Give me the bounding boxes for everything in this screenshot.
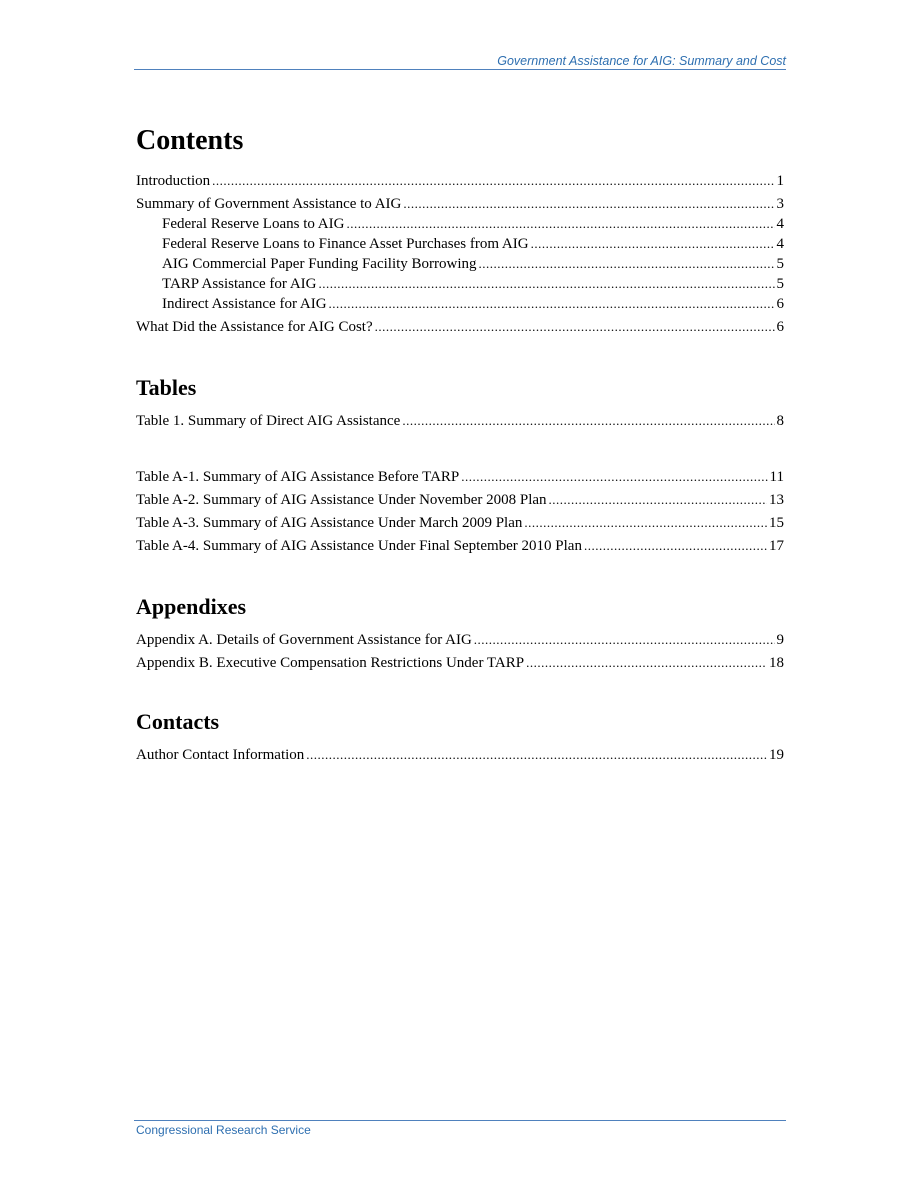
toc-entry-title: Appendix A. Details of Government Assistance for AIG	[136, 632, 472, 648]
toc-entry-page: 9	[776, 632, 784, 648]
dot-leader	[549, 490, 767, 510]
appendixes-heading: Appendixes	[136, 594, 247, 619]
toc-entry-table-1[interactable]	[136, 411, 784, 431]
toc-entry-page: 8	[776, 413, 784, 429]
dot-leader	[402, 411, 774, 431]
toc-entry-title: Federal Reserve Loans to AIG	[162, 216, 345, 232]
toc-entry-page: 13	[769, 492, 784, 508]
document-body	[136, 125, 784, 765]
toc-entry-page: 4	[776, 216, 784, 232]
toc-entry-title: Table 1. Summary of Direct AIG Assistance	[136, 413, 401, 429]
toc-entry-title: Table A-4. Summary of AIG Assistance Under Final September 2010 Plan	[136, 538, 582, 554]
toc-entry-page: 19	[769, 747, 784, 763]
page-header	[134, 54, 786, 70]
toc-entry-page: 6	[776, 319, 784, 335]
contents-list	[136, 171, 784, 337]
toc-entry-table-a4[interactable]	[136, 536, 784, 556]
toc-entry-page: 6	[776, 296, 784, 312]
tables-list	[136, 411, 784, 556]
toc-entry-summary[interactable]	[136, 194, 784, 214]
toc-entry-appendix-a[interactable]	[136, 630, 784, 650]
dot-leader	[375, 317, 775, 337]
toc-entry-indirect[interactable]	[136, 294, 784, 314]
toc-entry-page: 5	[776, 256, 784, 272]
toc-entry-page: 17	[769, 538, 784, 554]
dot-leader	[474, 630, 775, 650]
toc-entry-page: 1	[776, 173, 784, 189]
tables-heading: Tables	[136, 375, 197, 400]
contacts-list	[136, 745, 784, 765]
toc-entry-table-a3[interactable]	[136, 513, 784, 533]
dot-leader	[526, 653, 767, 673]
dot-leader	[306, 745, 767, 765]
header-title: Government Assistance for AIG: Summary and Cost	[497, 54, 786, 68]
toc-entry-title: Appendix B. Executive Compensation Restrictions Under TARP	[136, 655, 525, 671]
spacer	[136, 431, 784, 464]
toc-entry-page: 3	[776, 196, 784, 212]
dot-leader	[461, 467, 767, 487]
toc-entry-appendix-b[interactable]	[136, 653, 784, 673]
toc-entry-title: TARP Assistance for AIG	[162, 276, 317, 292]
toc-entry-introduction[interactable]	[136, 171, 784, 191]
dot-leader	[531, 234, 775, 254]
page-footer: Congressional Research Service	[136, 1123, 311, 1137]
toc-entry-title: AIG Commercial Paper Funding Facility Borrowing	[162, 256, 477, 272]
contacts-heading: Contacts	[136, 709, 220, 734]
toc-entry-page: 15	[769, 515, 784, 531]
toc-entry-title: What Did the Assistance for AIG Cost?	[136, 319, 373, 335]
toc-entry-table-a2[interactable]	[136, 490, 784, 510]
toc-entry-title: Summary of Government Assistance to AIG	[136, 196, 402, 212]
toc-entry-cpff[interactable]	[136, 254, 784, 274]
dot-leader	[403, 194, 774, 214]
toc-entry-fed-loans[interactable]	[136, 214, 784, 234]
toc-entry-author-contact[interactable]	[136, 745, 784, 765]
toc-entry-page: 11	[769, 469, 784, 485]
toc-entry-tarp[interactable]	[136, 274, 784, 294]
toc-entry-title: Table A-1. Summary of AIG Assistance Before TARP	[136, 469, 460, 485]
toc-entry-title: Table A-2. Summary of AIG Assistance Under November 2008 Plan	[136, 492, 547, 508]
toc-entry-title: Author Contact Information	[136, 747, 305, 763]
dot-leader	[212, 171, 774, 191]
toc-entry-title: Introduction	[136, 173, 211, 189]
dot-leader	[479, 254, 775, 274]
footer-divider	[134, 1120, 786, 1121]
toc-entry-table-a1[interactable]	[136, 467, 784, 487]
dot-leader	[584, 536, 767, 556]
toc-entry-cost[interactable]	[136, 317, 784, 337]
dot-leader	[346, 214, 774, 234]
toc-entry-fed-asset-loans[interactable]	[136, 234, 784, 254]
toc-entry-title: Indirect Assistance for AIG	[162, 296, 327, 312]
toc-entry-page: 5	[776, 276, 784, 292]
dot-leader	[524, 513, 767, 533]
toc-entry-page: 18	[769, 655, 784, 671]
toc-entry-title: Table A-3. Summary of AIG Assistance Under March 2009 Plan	[136, 515, 523, 531]
dot-leader	[329, 294, 775, 314]
appendixes-list	[136, 630, 784, 673]
toc-entry-title: Federal Reserve Loans to Finance Asset Purchases from AIG	[162, 236, 529, 252]
toc-entry-page: 4	[776, 236, 784, 252]
dot-leader	[318, 274, 774, 294]
contents-heading: Contents	[136, 125, 244, 156]
